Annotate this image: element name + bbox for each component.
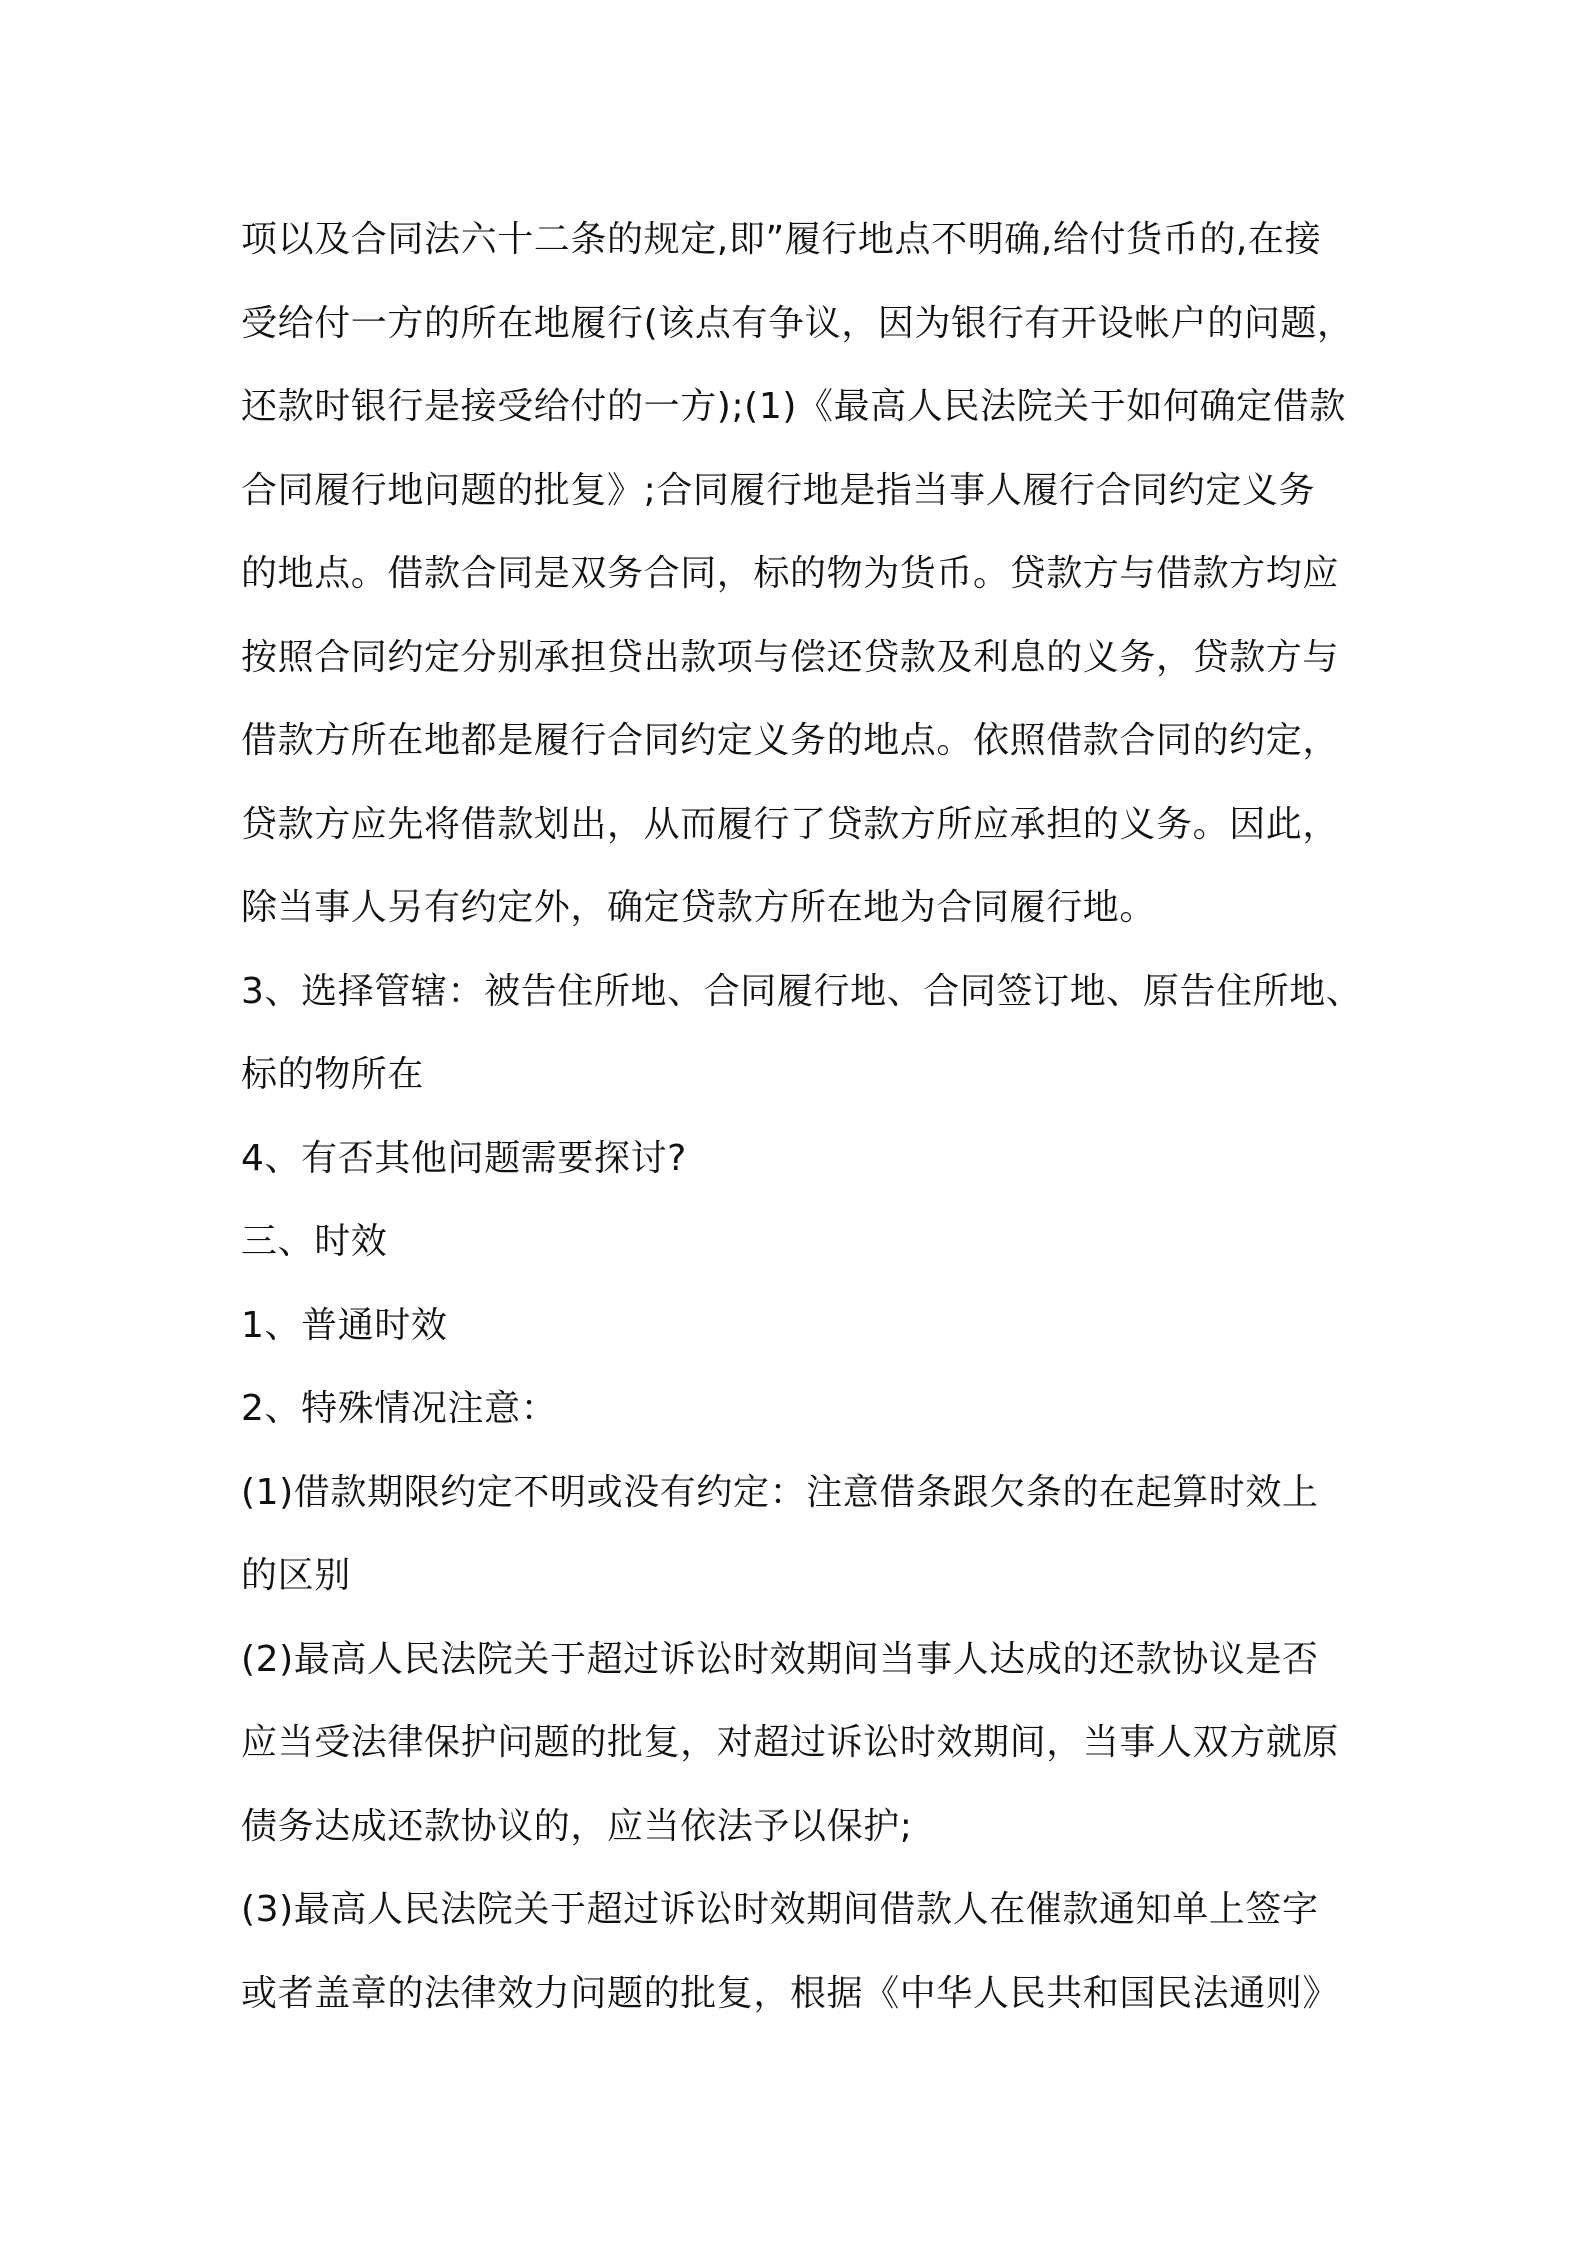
text-line: 除当事人另有约定外，确定贷款方所在地为合同履行地。 bbox=[241, 887, 1157, 928]
document-body bbox=[241, 198, 1371, 2035]
text-line: 受给付一方的所在地履行(该点有争议，因为银行有开设帐户的问题， bbox=[241, 302, 1354, 344]
text-line: 还款时银行是接受给付的一方);(1)《最高人民法院关于如何确定借款 bbox=[241, 386, 1346, 427]
list-item-1: 1、普通时效 bbox=[241, 1304, 448, 1346]
text-line: 借款方所在地都是履行合同约定义务的地点。依照借款合同的约定， bbox=[241, 720, 1340, 761]
text-line: 的区别 bbox=[241, 1555, 351, 1596]
sub-item-3: (3)最高人民法院关于超过诉讼时效期间借款人在催款通知单上签字 bbox=[241, 1889, 1319, 1930]
list-item-3: 3、选择管辖：被告住所地、合同履行地、合同签订地、原告住所地、 bbox=[241, 970, 1363, 1012]
sub-item-1: (1)借款期限约定不明或没有约定：注意借条跟欠条的在起算时效上 bbox=[241, 1471, 1319, 1513]
text-line: 债务达成还款协议的，应当依法予以保护; bbox=[241, 1805, 913, 1847]
list-item-2: 2、特殊情况注意： bbox=[241, 1388, 558, 1429]
text-line: 或者盖章的法律效力问题的批复，根据《中华人民共和国民法通则》 bbox=[241, 1972, 1340, 2014]
sub-item-2: (2)最高人民法院关于超过诉讼时效期间当事人达成的还款协议是否 bbox=[241, 1638, 1319, 1680]
list-item-4: 4、有否其他问题需要探讨? bbox=[241, 1137, 687, 1179]
section-heading: 三、时效 bbox=[241, 1221, 388, 1262]
text-line: 标的物所在 bbox=[241, 1054, 425, 1095]
text-line: 应当受法律保护问题的批复，对超过诉讼时效期间，当事人双方就原 bbox=[241, 1722, 1340, 1763]
text-line: 贷款方应先将借款划出，从而履行了贷款方所应承担的义务。因此， bbox=[241, 803, 1340, 845]
text-line: 按照合同约定分别承担贷出款项与偿还贷款及利息的义务，贷款方与 bbox=[241, 636, 1340, 678]
text-line: 项以及合同法六十二条的规定,即”履行地点不明确,给付货币的,在接 bbox=[241, 219, 1322, 260]
text-line: 合同履行地问题的批复》;合同履行地是指当事人履行合同约定义务 bbox=[241, 469, 1316, 511]
text-line: 的地点。借款合同是双务合同，标的物为货币。贷款方与借款方均应 bbox=[241, 553, 1340, 594]
